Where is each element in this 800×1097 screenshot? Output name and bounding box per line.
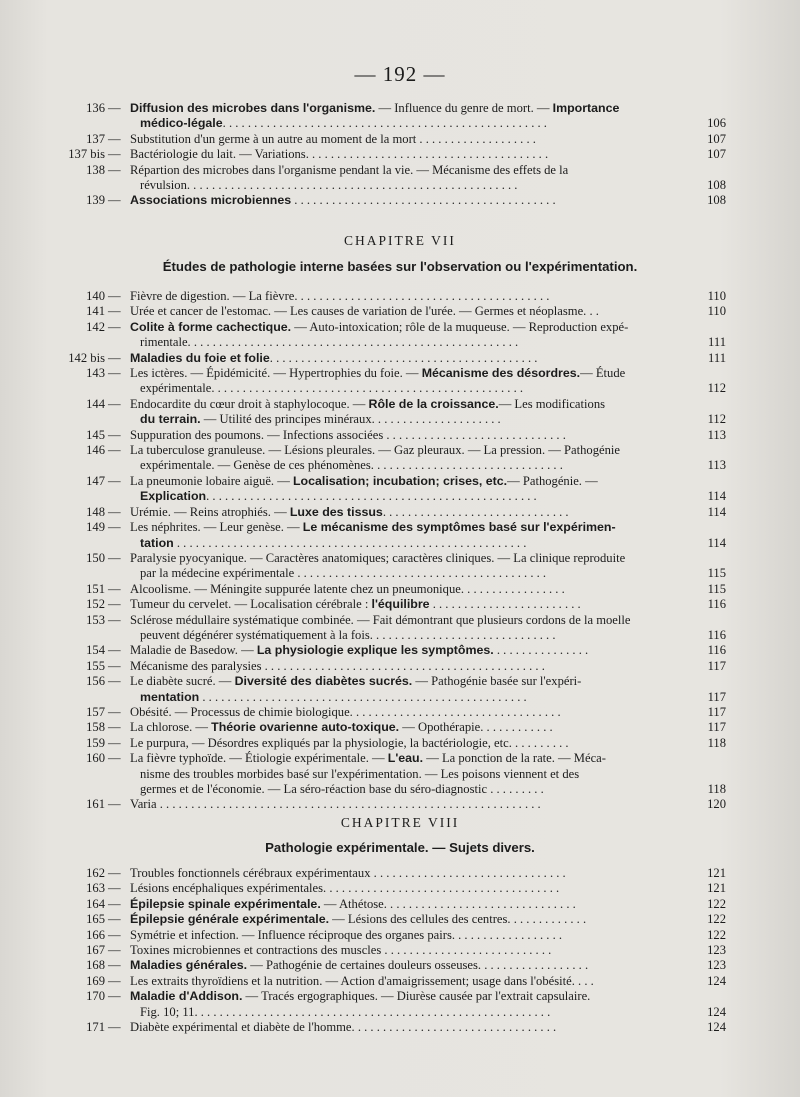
entry-text: Les extraits thyroïdiens et la nutrition. — Action d'amaigrissement; usage dans l'obésité. . . . <box>130 973 594 988</box>
entry-line-2 <box>130 690 718 705</box>
entry-dash: — <box>108 550 121 565</box>
entry-line-1 <box>130 366 718 381</box>
toc-entry <box>0 751 800 797</box>
entry-line-1 <box>130 551 718 566</box>
entry-dash: — <box>108 396 121 411</box>
toc-entry <box>0 289 800 304</box>
entry-text: Obésité. — Processus de chimie biologique. . . . . . . . . . . . . . . . . . . . . . . . . . . . . . . . . . <box>130 704 561 719</box>
entry-text: La pneumonie lobaire aiguë. — <box>130 473 293 488</box>
chapter-8-title: Pathologie expérimentale. — Sujets divers. <box>265 840 535 855</box>
entry-line-2 <box>130 628 718 643</box>
entry-number: 151 <box>86 581 105 596</box>
entry-bold-text: Maladie d'Addison. <box>130 989 243 1004</box>
entry-bold-text: du terrain. <box>140 412 201 427</box>
entry-text: Bactériologie du lait. — Variations. . . . . . . . . . . . . . . . . . . . . . . . . . . . . . . . . . . . . . . <box>130 147 549 162</box>
toc-entry <box>0 797 800 812</box>
entry-bold-text: Diversité des diabètes sucrés. <box>234 674 413 689</box>
toc-entry <box>0 989 800 1020</box>
entry-line-1 <box>130 866 718 881</box>
entry-bold-text: Importance <box>552 101 620 115</box>
entry-line-2 <box>130 412 718 427</box>
entry-page-number: 117 <box>707 689 726 704</box>
toc-entry <box>0 397 800 428</box>
entry-text: expérimentale. — Genèse de ces phénomènes. . . . . . . . . . . . . . . . . . . . . . . . . . . . . . . <box>140 458 563 473</box>
entry-text: rimentale. . . . . . . . . . . . . . . . . . . . . . . . . . . . . . . . . . . . . . . . . . . . . . . . . . . . . <box>140 335 519 350</box>
entry-bold-text: médico-légale <box>140 116 223 131</box>
entry-dash: — <box>108 473 121 488</box>
entry-dash: — <box>108 597 121 612</box>
entry-bold-text: Épilepsie générale expérimentale. <box>130 912 330 927</box>
toc-entry <box>0 881 800 896</box>
entry-number: 165 <box>86 912 105 927</box>
entry-dash: — <box>108 427 121 442</box>
entry-bold-text: Localisation; incubation; crises, etc. <box>292 473 508 488</box>
entry-line-1 <box>130 582 718 597</box>
entry-text: — Influence du genre de mort. — <box>375 101 553 115</box>
entry-text: . . . . . . . . . . . . . . . . . . . . . . . . . . . . . . . . . . . . . . . . . . . . . . . . . . . . . . . . <box>173 535 527 550</box>
entry-bold-text: Théorie ovarienne auto-toxique. <box>211 720 400 735</box>
entry-line-1 <box>130 736 718 751</box>
entry-text: Sclérose médullaire systématique combinée. — Fait démontrant que plusieurs cordons de la moelle <box>130 612 631 627</box>
entry-text: Le diabète sucré. — <box>130 674 235 689</box>
entry-text: Suppuration des poumons. — Infections associées . . . . . . . . . . . . . . . . . . . . . . . . . . . . . <box>130 427 566 442</box>
entry-page-number: 110 <box>707 304 726 319</box>
entry-number: 153 <box>86 612 105 627</box>
entry-line-2 <box>130 458 718 473</box>
entry-number: 160 <box>86 751 105 766</box>
entry-line-1 <box>130 132 718 147</box>
entry-text: Mécanisme des paralysies . . . . . . . . . . . . . . . . . . . . . . . . . . . . . . . . . . . . . . . . . . . . . <box>130 658 545 673</box>
entry-bold-text: Mécanisme des désordres. <box>421 366 581 381</box>
entry-line-1 <box>130 720 718 735</box>
entry-number: 164 <box>86 896 105 911</box>
toc-entry <box>0 1020 800 1035</box>
toc-entry <box>0 974 800 989</box>
entry-page-number: 116 <box>707 643 726 658</box>
entry-dash: — <box>108 881 121 896</box>
toc-entry <box>0 551 800 582</box>
entry-page-number: 110 <box>707 289 726 303</box>
entry-number: 171 <box>86 1020 105 1035</box>
entry-page-number: 113 <box>707 458 726 473</box>
entry-number: 149 <box>86 520 105 535</box>
entry-bold-text: l'équilibre <box>371 597 430 612</box>
entry-dash: — <box>108 751 121 766</box>
entry-text: Fig. 10; 11. . . . . . . . . . . . . . . . . . . . . . . . . . . . . . . . . . . . . . . . . . . . . . . . . . . . . . . . . <box>140 1004 551 1019</box>
toc-entry <box>0 474 800 505</box>
entry-text: La chlorose. — <box>130 720 212 735</box>
entry-text: — Auto-intoxication; rôle de la muqueuse. — Reproduction expé- <box>291 319 629 334</box>
entry-number: 158 <box>86 720 105 735</box>
entry-page-number: 114 <box>707 535 726 550</box>
entry-line-2 <box>130 489 718 504</box>
entry-line-1 <box>130 643 718 658</box>
entry-text: — Utilité des principes minéraux. . . . . . . . . . . . . . . . . . . . . <box>200 412 501 427</box>
entry-dash: — <box>108 735 121 750</box>
toc-entry <box>0 597 800 612</box>
entry-text: — Lésions des cellules des centres. . . . . . . . . . . . . <box>329 912 587 927</box>
entry-line-2 <box>130 116 718 131</box>
toc-entry <box>0 428 800 443</box>
toc-entry <box>0 147 800 162</box>
entry-line-1 <box>130 397 718 412</box>
entry-page-number: 114 <box>707 504 726 519</box>
entry-text: Symétrie et infection. — Influence réciproque des organes pairs. . . . . . . . . . . . . . . . . . <box>130 927 563 942</box>
entry-page-number: 107 <box>707 147 726 162</box>
entry-text: Urée et cancer de l'estomac. — Les causes de variation de l'urée. — Germes et néoplasme. . . <box>130 304 599 319</box>
entry-dash: — <box>108 612 121 627</box>
entry-dash: — <box>108 131 121 146</box>
toc-entry <box>0 582 800 597</box>
entry-dash: — <box>108 101 121 115</box>
entry-page-number: 122 <box>707 896 726 911</box>
entry-line-1 <box>130 958 718 973</box>
entry-text: Répartion des microbes dans l'organisme pendant la vie. — Mécanisme des effets de la <box>130 162 569 177</box>
entry-text: Paralysie pyocyanique. — Caractères anatomiques; caractères cliniques. — La clinique reproduite <box>130 550 626 565</box>
entry-number: 142 bis <box>68 350 105 365</box>
entry-bold-text: Explication <box>140 489 207 504</box>
toc-entry <box>0 304 800 319</box>
entry-bold-text: mentation <box>140 689 200 704</box>
entry-text: Les ictères. — Épidémicité. — Hypertrophies du foie. — <box>130 366 422 381</box>
entry-text: révulsion. . . . . . . . . . . . . . . . . . . . . . . . . . . . . . . . . . . . . . . . . . . . . . . . . . . . . <box>140 178 518 193</box>
entry-text: Troubles fonctionnels cérébraux expérimentaux . . . . . . . . . . . . . . . . . . . . . . . . . . . . . . . <box>130 866 566 880</box>
entry-text: Varia . . . . . . . . . . . . . . . . . . . . . . . . . . . . . . . . . . . . . . . . . . . . . . . . . . . . . . . . . . . . . <box>130 797 541 812</box>
entry-line-1 <box>130 147 718 162</box>
entry-text: Substitution d'un germe à un autre au moment de la mort . . . . . . . . . . . . . . . . . . . <box>130 131 536 146</box>
entry-line-1 <box>130 351 718 366</box>
entry-text: Le purpura, — Désordres expliqués par la physiologie, la bactériologie, etc. . . . . . . . . . <box>130 735 569 750</box>
entry-dash: — <box>108 443 121 458</box>
entry-number: 155 <box>86 658 105 673</box>
entry-line-1 <box>130 974 718 989</box>
entry-page-number: 120 <box>707 797 726 812</box>
entry-text: Toxines microbiennes et contractions des muscles . . . . . . . . . . . . . . . . . . . . . . . . . . . <box>130 943 552 958</box>
entry-number: 169 <box>86 973 105 988</box>
entry-dash: — <box>108 973 121 988</box>
toc-entry <box>0 505 800 520</box>
entry-page-number: 124 <box>707 1020 726 1035</box>
entry-line-2 <box>130 178 718 193</box>
entry-line-1 <box>130 520 718 535</box>
entry-page-number: 124 <box>707 973 726 988</box>
entry-number: 144 <box>86 396 105 411</box>
entry-line-1 <box>130 912 718 927</box>
entry-text: Urémie. — Reins atrophiés. — <box>130 504 290 519</box>
entry-page-number: 111 <box>708 335 726 350</box>
entry-line-1 <box>130 881 718 896</box>
entry-number: 137 bis <box>68 147 105 162</box>
entry-dash: — <box>108 1020 121 1035</box>
entry-number: 166 <box>86 927 105 942</box>
entry-number: 170 <box>86 989 105 1004</box>
entry-page-number: 107 <box>707 131 726 146</box>
entry-text: . . . . . . . . . . . . . . . . . . . . . . . . <box>429 597 581 612</box>
entry-page-number: 108 <box>707 193 726 208</box>
entry-dash: — <box>108 304 121 319</box>
entry-line-1 <box>130 613 718 628</box>
entry-page-number: 123 <box>707 958 726 973</box>
entry-line-1 <box>130 928 718 943</box>
toc-entry <box>0 866 800 881</box>
entry-text: Alcoolisme. — Méningite suppurée latente chez un pneumonique. . . . . . . . . . . . . . . . . <box>130 581 565 596</box>
entry-dash: — <box>108 643 121 658</box>
entry-page-number: 117 <box>707 704 726 719</box>
entry-number: 139 <box>86 193 105 208</box>
entry-dash: — <box>108 289 121 303</box>
entry-number: 154 <box>86 643 105 658</box>
entry-dash: — <box>108 319 121 334</box>
entry-text: — Pathogénie basée sur l'expéri- <box>412 674 582 689</box>
entry-line-2 <box>130 566 718 581</box>
entry-line-1 <box>130 943 718 958</box>
entry-number: 138 <box>86 162 105 177</box>
entry-text: — Tracés ergographiques. — Diurèse causée par l'extrait capsulaire. <box>242 989 591 1004</box>
entry-number: 137 <box>86 131 105 146</box>
entry-dash: — <box>108 927 121 942</box>
page-number: — 192 — <box>354 62 446 86</box>
entry-page-number: 115 <box>707 566 726 581</box>
entry-page-number: 113 <box>707 427 726 442</box>
entry-bold-text: tation <box>140 535 174 550</box>
entry-number: 167 <box>86 943 105 958</box>
entry-dash: — <box>108 162 121 177</box>
entry-line-1 <box>130 1020 718 1035</box>
entry-bold-text: Maladies du foie et folie <box>130 350 270 365</box>
entry-dash: — <box>108 674 121 689</box>
entry-dash: — <box>108 912 121 927</box>
toc-entry <box>0 132 800 147</box>
entry-dash: — <box>108 193 121 208</box>
toc-entry <box>0 928 800 943</box>
toc-entry <box>0 736 800 751</box>
entry-dash: — <box>108 989 121 1004</box>
entry-page-number: 122 <box>707 927 726 942</box>
toc-entry <box>0 366 800 397</box>
toc-entry <box>0 351 800 366</box>
entry-text: nisme des troubles morbides basé sur l'expérimentation. — Les poisons viennent et des <box>140 766 580 781</box>
entry-dash: — <box>108 958 121 973</box>
entry-line-2 <box>130 536 718 551</box>
toc-entry <box>0 958 800 973</box>
entry-number: 140 <box>86 289 105 303</box>
entry-text: — Opothérapie. . . . . . . . . . . . <box>399 720 553 735</box>
entry-line-1 <box>130 674 718 689</box>
entry-line-1 <box>130 474 718 489</box>
entry-line-2 <box>130 767 718 782</box>
entry-number: 146 <box>86 443 105 458</box>
entry-text: Tumeur du cervelet. — Localisation cérébrale : <box>130 597 372 612</box>
entry-text: . . . . . . . . . . . . . . . . . . . . . . . . . . . . . . <box>382 504 569 519</box>
entry-bold-text: Le mécanisme des symptômes basé sur l'expérimen- <box>302 520 616 535</box>
entry-line-1 <box>130 505 718 520</box>
entry-page-number: 121 <box>707 881 726 896</box>
entry-number: 168 <box>86 958 105 973</box>
entry-bold-text: Luxe des tissus <box>289 504 383 519</box>
entry-page-number: 123 <box>707 943 726 958</box>
toc-entry <box>0 705 800 720</box>
entry-dash: — <box>108 350 121 365</box>
entry-text: . . . . . . . . . . . . . . . . . . . . . . . . . . . . . . . . . . . . . . . . . . . . . . . . . . . . <box>222 116 547 131</box>
entry-line-1 <box>130 289 718 304</box>
entry-page-number: 122 <box>707 912 726 927</box>
entry-page-number: 112 <box>707 412 726 427</box>
entry-page-number: 108 <box>707 178 726 193</box>
toc-entry <box>0 720 800 735</box>
entry-dash: — <box>108 147 121 162</box>
entry-dash: — <box>108 720 121 735</box>
entry-page-number: 115 <box>707 581 726 596</box>
entry-line-1 <box>130 897 718 912</box>
entry-page-number: 118 <box>707 782 726 796</box>
entry-text: — Athétose. . . . . . . . . . . . . . . . . . . . . . . . . . . . . . . <box>320 896 576 911</box>
entry-text: . . . . . . . . . . . . . . . . . . . . . . . . . . . . . . . . . . . . . . . . . . . <box>269 350 538 365</box>
entry-page-number: 106 <box>707 116 726 131</box>
entry-dash: — <box>108 866 121 880</box>
entry-line-2 <box>130 381 718 396</box>
entry-number: 162 <box>86 866 105 880</box>
entry-line-1 <box>130 163 718 178</box>
chapter-7-heading: CHAPITRE VII <box>344 233 456 248</box>
entry-dash: — <box>108 658 121 673</box>
entry-line-3: germes et de l'économie. — La séro-réaction base du séro-diagnostic . . . . . . . . . <box>140 782 544 796</box>
entry-bold-text: La physiologie explique les symptômes. <box>256 643 494 658</box>
entry-line-1 <box>130 751 718 766</box>
entry-bold-text: Épilepsie spinale expérimentale. <box>130 896 321 911</box>
entry-line-1 <box>130 705 718 720</box>
entry-text: — Pathogénie. — <box>507 473 598 488</box>
entry-dash: — <box>108 896 121 911</box>
entry-text: . . . . . . . . . . . . . . . . . . . . . . . . . . . . . . . . . . . . . . . . . . <box>291 193 556 208</box>
entry-number: 148 <box>86 504 105 519</box>
entry-dash: — <box>108 943 121 958</box>
toc-entry <box>0 101 800 132</box>
entry-page-number: 118 <box>707 735 726 750</box>
entry-line-1 <box>130 797 718 812</box>
entry-dash: — <box>108 504 121 519</box>
entry-text: La fièvre typhoïde. — Étiologie expérimentale. — <box>130 751 388 766</box>
entry-number: 159 <box>86 735 105 750</box>
entry-line-1 <box>130 320 718 335</box>
toc-entry <box>0 163 800 194</box>
entry-text: Diabète expérimental et diabète de l'homme. . . . . . . . . . . . . . . . . . . . . . . . . . . . . . . . . <box>130 1020 557 1035</box>
entry-text: . . . . . . . . . . . . . . . <box>493 643 589 658</box>
toc-entry <box>0 943 800 958</box>
entry-text: . . . . . . . . . . . . . . . . . . . . . . . . . . . . . . . . . . . . . . . . . . . . . . . . . . . . <box>199 689 527 704</box>
entry-line-2 <box>130 335 718 350</box>
entry-text: par la médecine expérimentale . . . . . . . . . . . . . . . . . . . . . . . . . . . . . . . . . . . . . . . . <box>140 566 547 581</box>
entry-number: 156 <box>86 674 105 689</box>
entry-number: 136 <box>86 101 105 115</box>
toc-section-top <box>0 101 800 209</box>
entry-number: 152 <box>86 597 105 612</box>
entry-text: — Pathogénie de certaines douleurs osseuses. . . . . . . . . . . . . . . . . . <box>247 958 589 973</box>
toc-entry <box>0 193 800 208</box>
entry-line-1 <box>130 101 718 116</box>
entry-line-1 <box>130 989 718 1004</box>
entry-line-1 <box>130 443 718 458</box>
entry-text: Endocardite du cœur droit à staphylocoque. — <box>130 396 369 411</box>
entry-text: Maladie de Basedow. — <box>130 643 257 658</box>
entry-text: expérimentale. . . . . . . . . . . . . . . . . . . . . . . . . . . . . . . . . . . . . . . . . . . . . . . . . . <box>140 381 524 396</box>
toc-section-chapter-7 <box>0 289 800 813</box>
entry-dash: — <box>108 581 121 596</box>
entry-number: 161 <box>86 797 105 812</box>
entry-text: peuvent dégénérer systématiquement à la fois. . . . . . . . . . . . . . . . . . . . . . . . . . . . . . <box>140 627 556 642</box>
entry-number: 143 <box>86 366 105 381</box>
entry-text: — La ponction de la rate. — Méca- <box>423 751 606 766</box>
entry-page-number: 121 <box>707 866 726 880</box>
entry-number: 157 <box>86 704 105 719</box>
entry-line-1 <box>130 597 718 612</box>
entry-text: Fièvre de digestion. — La fièvre. . . . . . . . . . . . . . . . . . . . . . . . . . . . . . . . . . . . . . . . . <box>130 289 550 303</box>
entry-page-number: 114 <box>707 489 726 504</box>
entry-bold-text: Colite à forme cachectique. <box>130 319 292 334</box>
entry-bold-text: Diffusion des microbes dans l'organisme. <box>130 101 376 115</box>
toc-entry <box>0 613 800 644</box>
entry-number: 145 <box>86 427 105 442</box>
entry-line-1 <box>130 659 718 674</box>
entry-text: La tuberculose granuleuse. — Lésions pleurales. — Gaz pleuraux. — La pression. — Pathogénie <box>130 443 620 458</box>
toc-entry <box>0 912 800 927</box>
entry-number: 142 <box>86 319 105 334</box>
entry-dash: — <box>108 704 121 719</box>
entry-bold-text: Maladies générales. <box>130 958 248 973</box>
toc-entry <box>0 320 800 351</box>
entry-number: 141 <box>86 304 105 319</box>
entry-number: 163 <box>86 881 105 896</box>
entry-page-number: 111 <box>708 350 726 365</box>
entry-bold-text: L'eau. <box>387 751 424 766</box>
entry-page-number: 116 <box>707 627 726 642</box>
toc-entry <box>0 443 800 474</box>
entry-text: — Les modifications <box>498 396 606 411</box>
entry-text: — Étude <box>580 366 626 381</box>
entry-dash: — <box>108 520 121 535</box>
toc-entry <box>0 674 800 705</box>
chapter-7-title: Études de pathologie interne basées sur l'observation ou l'expérimentation. <box>162 259 638 274</box>
entry-dash: — <box>108 797 121 812</box>
entry-line-1 <box>130 304 718 319</box>
entry-text: Les néphrites. — Leur genèse. — <box>130 520 303 535</box>
toc-entry <box>0 659 800 674</box>
toc-entry <box>0 897 800 912</box>
entry-line-2 <box>130 1005 718 1020</box>
entry-text: . . . . . . . . . . . . . . . . . . . . . . . . . . . . . . . . . . . . . . . . . . . . . . . . . . . . . <box>206 489 537 504</box>
entry-text: Lésions encéphaliques expérimentales. . . . . . . . . . . . . . . . . . . . . . . . . . . . . . . . . . . . . . <box>130 881 560 896</box>
entry-page-number: 117 <box>707 720 726 735</box>
chapter-8-heading: CHAPITRE VIII <box>340 815 460 830</box>
entry-page-number: 124 <box>707 1004 726 1019</box>
entry-bold-text: Rôle de la croissance. <box>368 396 499 411</box>
entry-line-1 <box>130 193 718 208</box>
entry-line-1 <box>130 428 718 443</box>
entry-page-number: 112 <box>707 381 726 396</box>
entry-bold-text: Associations microbiennes <box>130 193 292 208</box>
entry-dash: — <box>108 366 121 381</box>
entry-page-number: 116 <box>707 597 726 612</box>
entry-number: 150 <box>86 550 105 565</box>
entry-number: 147 <box>86 473 105 488</box>
toc-section-chapter-8 <box>0 866 800 1035</box>
entry-page-number: 117 <box>707 658 726 673</box>
toc-entry <box>0 643 800 658</box>
toc-entry <box>0 520 800 551</box>
